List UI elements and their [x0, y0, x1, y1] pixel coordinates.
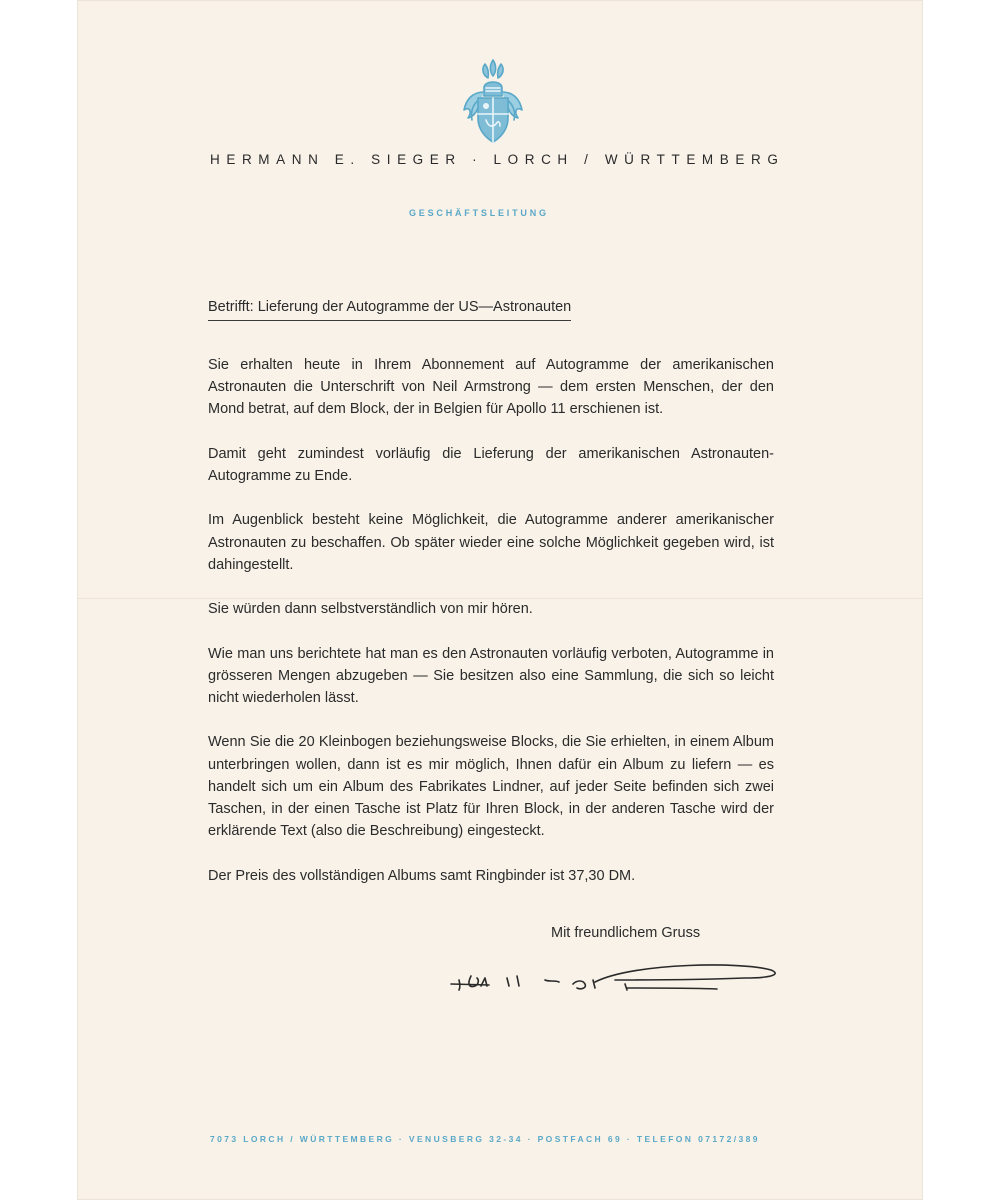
coat-of-arms-icon [460, 58, 526, 144]
letterhead-department: GESCHÄFTSLEITUNG [409, 208, 549, 218]
letterhead-company-name: HERMANN E. SIEGER · LORCH / WÜRTTEMBERG [210, 152, 785, 167]
letter-paragraph: Wie man uns berichtete hat man es den Astronauten vorläufig verboten, Autogramme in grösseren Mengen abzugeben — Sie besitzen also eine Sammlung, die sich so leicht nicht wiederholen lässt. [208, 645, 774, 706]
letter-paragraph: Damit geht zumindest vorläufig die Lieferung der amerikanischen Astronauten-Autogramme zu Ende. [208, 445, 774, 484]
letter-subject: Betrifft: Lieferung der Autogramme der US—Astronauten [208, 299, 571, 321]
letter-body [208, 354, 774, 887]
letter-paragraph: Sie erhalten heute in Ihrem Abonnement auf Autogramme der amerikanischen Astronauten die Unterschrift von Neil Armstrong — dem ersten Menschen, der den Mond betrat, auf dem Block, der in Belgien für Apollo 11 erschienen ist. [208, 357, 774, 418]
letter-closing: Mit freundlichem Gruss [551, 925, 701, 941]
letter-paragraph: Wenn Sie die 20 Kleinbogen beziehungsweise Blocks, die Sie erhielten, in einem Album unterbringen wollen, dann ist es mir möglich, Ihnen dafür ein Album zu liefern — es handelt sich um ein Album des Fabrikates Lindner, auf jeder Seite befinden sich zwei Taschen, in der einen Tasche ist Platz für Ihren Block, in der anderen Tasche wird der erklärende Text (also die Beschreibung) eingesteckt. [208, 734, 774, 840]
handwritten-signature-icon [445, 958, 785, 1002]
letter-paragraph: Der Preis des vollständigen Albums samt Ringbinder ist 37,30 DM. [208, 867, 636, 884]
footer-address: 7073 LORCH / WÜRTTEMBERG · VENUSBERG 32-34 · POSTFACH 69 · TELEFON 07172/389 [210, 1134, 760, 1144]
letter-paragraph: Sie würden dann selbstverständlich von mir hören. [208, 601, 533, 618]
letter-paragraph: Im Augenblick besteht keine Möglichkeit, die Autogramme anderer amerikanischer Astronauten zu beschaffen. Ob später wieder eine solche Möglichkeit gegeben wird, ist dahingestellt. [208, 512, 774, 573]
